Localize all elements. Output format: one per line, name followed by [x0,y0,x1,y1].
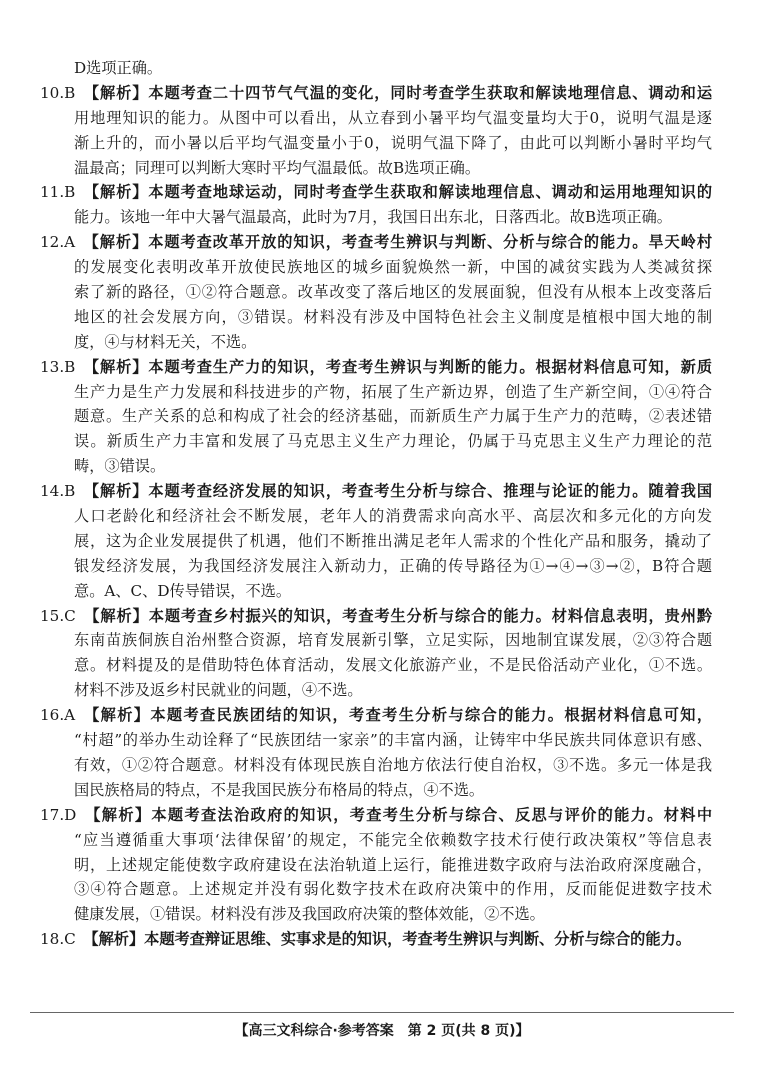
analysis-line: 生产力是生产力发展和科技进步的产物，拓展了生产新边界，创造了生产新空间，①④符合 [74,382,712,401]
analysis-line: 展，这为企业发展提供了机遇，他们不断推出满足老年人需求的个性化产品和服务，撬动了 [74,531,712,550]
analysis-line: “村超”的举办生动诠释了“民族团结一家亲”的丰富内涵，让铸牢中华民族共同体意识有感、 [74,731,712,750]
analysis-line: ③④符合题意。上述规定并没有弱化数字技术在政府决策中的作用，反而能促进数字技术 [74,880,712,899]
answer-letter: B [64,183,76,202]
analysis-heading: 【解析】本题考查民族团结的知识，考查考生分析与综合的能力。根据材料信息可知， [82,706,712,725]
entry-first-line [40,703,712,728]
answer-letter: B [64,482,76,501]
answer-entry [40,355,712,479]
answer-entry [40,180,712,230]
question-number: 17. [40,805,65,824]
answer-letter: A [64,233,76,252]
analysis-line: 有效，①②符合题意。材料没有体现民族自治地方依法行使自治权，③不选。多元一体是我 [74,755,712,774]
analysis-line: 银发经济发展，为我国经济发展注入新动力，正确的传导路径为①→④→③→②，B符合题 [74,556,712,575]
question-number: 18. [40,930,65,949]
analysis-line: 健康发展，①错误。材料没有涉及我国政府决策的整体效能，②不选。 [74,905,545,924]
entry-first-line [40,479,712,504]
answer-letter: B [64,357,76,376]
question-number: 11. [40,183,65,202]
analysis-line: 明，上述规定能使数字政府建设在法治轨道上运行，能推进数字政府与法治政府深度融合， [74,855,712,874]
entry-first-line [40,803,712,828]
answer-letter: C [64,930,76,949]
entry-first-line [40,927,712,952]
analysis-line: 题意。生产关系的总和构成了社会的经济基础，而新质生产力属于生产力的范畴，②表述错 [74,407,712,426]
answer-letter: A [64,706,76,725]
answer-letter: C [64,606,76,625]
analysis-line: 材料不涉及返乡村民就业的问题，④不选。 [74,681,363,700]
analysis-line: 地区的社会发展方向，③错误。材料没有涉及中国特色社会主义制度是植根中国大地的制 [74,307,712,326]
analysis-heading: 【解析】本题考查经济发展的知识，考查考生分析与综合、推理与论证的能力。随着我国 [82,482,712,501]
question-number: 16. [40,706,65,725]
analysis-line: 度，④与材料无关，不选。 [74,332,257,351]
question-number: 14. [40,482,65,501]
entry-first-line [40,81,712,106]
answer-entry [40,230,712,354]
analysis-line: 的发展变化表明改革开放使民族地区的城乡面貌焕然一新，中国的减贫实践为人类减贫探 [74,258,712,277]
analysis-heading: 【解析】本题考查二十四节气气温的变化，同时考查学生获取和解读地理信息、调动和运 [82,83,712,102]
answer-entry [40,604,712,704]
entry-first-line [40,180,712,205]
entry-first-line [40,604,712,629]
answer-letter: B [64,83,76,102]
answer-entry [40,81,712,181]
analysis-heading: 【解析】本题考查法治政府的知识，考查考生分析与综合、反思与评价的能力。材料中 [83,805,712,824]
answer-entry [40,479,712,603]
analysis-line: 渐上升的，而小暑以后平均气温变量小于0，说明气温下降了，由此可以判断小暑时平均气 [74,133,712,152]
answer-entry [40,927,712,952]
answer-letter: D [64,805,77,824]
analysis-line: 意。A、C、D传导错误，不选。 [74,581,292,600]
analysis-heading: 【解析】本题考查乡村振兴的知识，考查考生分析与综合的能力。材料信息表明，贵州黔 [83,606,712,625]
analysis-line: 东南苗族侗族自治州整合资源，培育发展新引擎，立足实际，因地制宜谋发展，②③符合题 [74,631,712,650]
analysis-line: 意。材料提及的是借助特色体育活动，发展文化旅游产业，不是民俗活动产业化，①不选。 [74,656,712,675]
analysis-line: 索了新的路径，①②符合题意。改革改变了落后地区的发展面貌，但没有从根本上改变落后 [74,283,712,302]
answer-entry [40,703,712,803]
analysis-line: 人口老龄化和经济社会不断发展，老年人的消费需求向高水平、高层次和多元化的方向发 [74,507,712,526]
question-number: 12. [40,233,65,252]
analysis-line: 用地理知识的能力。从图中可以看出，从立春到小暑平均气温变量均大于0，说明气温是逐 [74,108,712,127]
answer-entry [40,803,712,927]
question-number: 10. [40,83,65,102]
analysis-heading: 【解析】本题考查生产力的知识，考查考生辨识与判断的能力。根据材料信息可知，新质 [82,357,712,376]
entry-first-line [40,355,712,380]
analysis-line: 能力。该地一年中大暑气温最高，此时为7月，我国日出东北，日落西北。故B选项正确。 [74,208,672,227]
analysis-heading: 【解析】本题考查地球运动，同时考查学生获取和解读地理信息、调动和运用地理知识的 [82,183,712,202]
analysis-heading: 【解析】本题考查改革开放的知识，考查考生辨识与判断、分析与综合的能力。旱天岭村 [82,233,712,252]
entry-first-line [40,230,712,255]
page-footer: 【高三文科综合·参考答案 第 2 页(共 8 页)】 [234,1023,530,1039]
analysis-line: 温最高；同理可以判断大寒时平均气温最低。故B选项正确。 [74,158,481,177]
analysis-line: 误。新质生产力丰富和发展了马克思主义生产力理论，仍属于马克思主义生产力理论的范 [74,432,712,451]
analysis-heading: 【解析】本题考查辩证思维、实事求是的知识，考查考生辨识与判断、分析与综合的能力。 [83,930,691,949]
question-number: 15. [40,606,65,625]
analysis-line: 国民族格局的特点，不是我国民族分布格局的特点，④不选。 [74,780,485,799]
answer-content [40,56,712,952]
question-number: 13. [40,357,65,376]
footer-divider [30,1012,734,1013]
analysis-line: “应当遵循重大事项‘法律保留’的规定，不能完全依赖数字技术行使行政决策权”等信息表 [74,830,712,849]
analysis-line: 畴，③错误。 [74,457,166,476]
intro-tail-line: D选项正确。 [74,59,163,77]
